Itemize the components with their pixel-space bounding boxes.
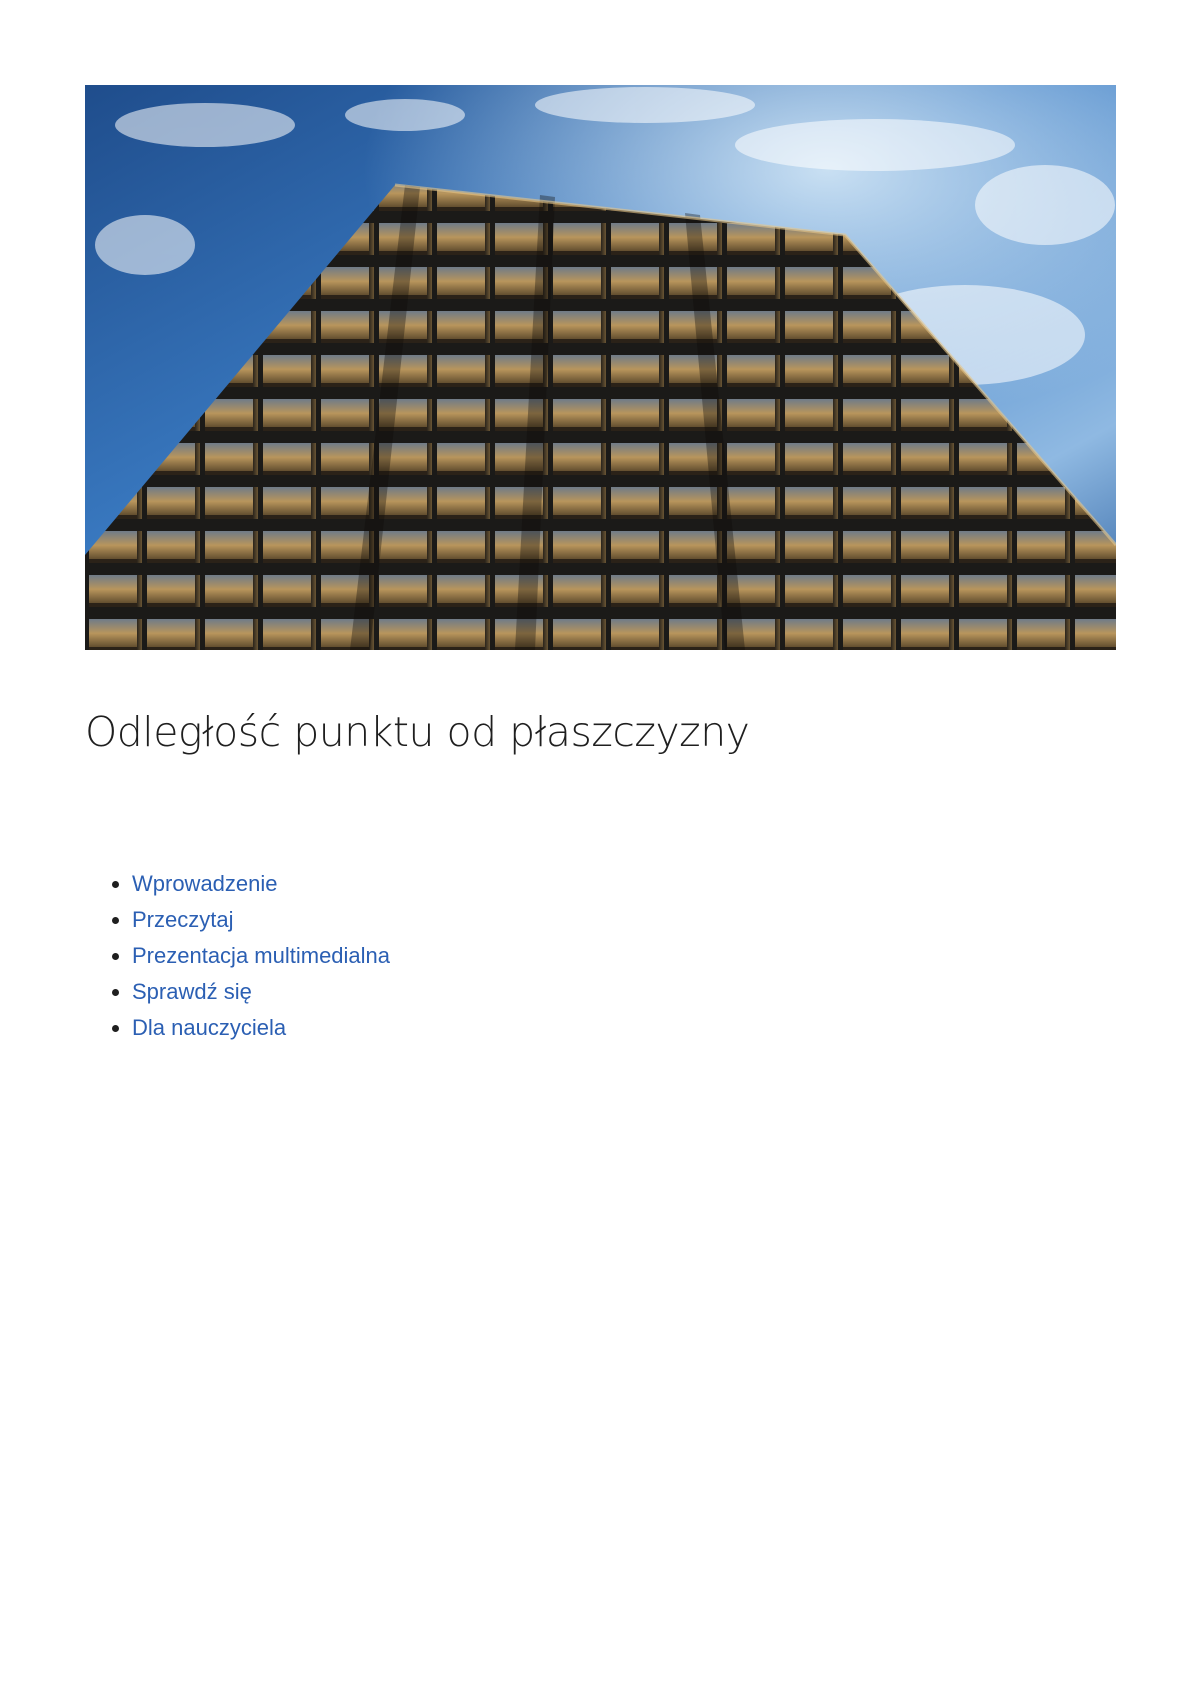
page-title: Odległość punktu od płaszczyzny <box>85 708 750 756</box>
list-item <box>132 974 390 1010</box>
toc-link-sprawdz-sie[interactable]: Sprawdź się <box>132 979 252 1004</box>
hero-image <box>85 85 1116 650</box>
table-of-contents <box>105 866 390 1046</box>
toc-link-prezentacja[interactable]: Prezentacja multimedialna <box>132 943 391 968</box>
list-item <box>132 1010 390 1046</box>
toc-link-dla-nauczyciela[interactable]: Dla nauczyciela <box>132 1015 287 1040</box>
list-item <box>132 902 390 938</box>
toc-link-wprowadzenie[interactable]: Wprowadzenie <box>132 871 278 896</box>
list-item <box>132 866 390 902</box>
skyscraper-photo <box>85 85 1116 650</box>
list-item <box>132 938 390 974</box>
toc-link-przeczytaj[interactable]: Przeczytaj <box>132 907 234 932</box>
